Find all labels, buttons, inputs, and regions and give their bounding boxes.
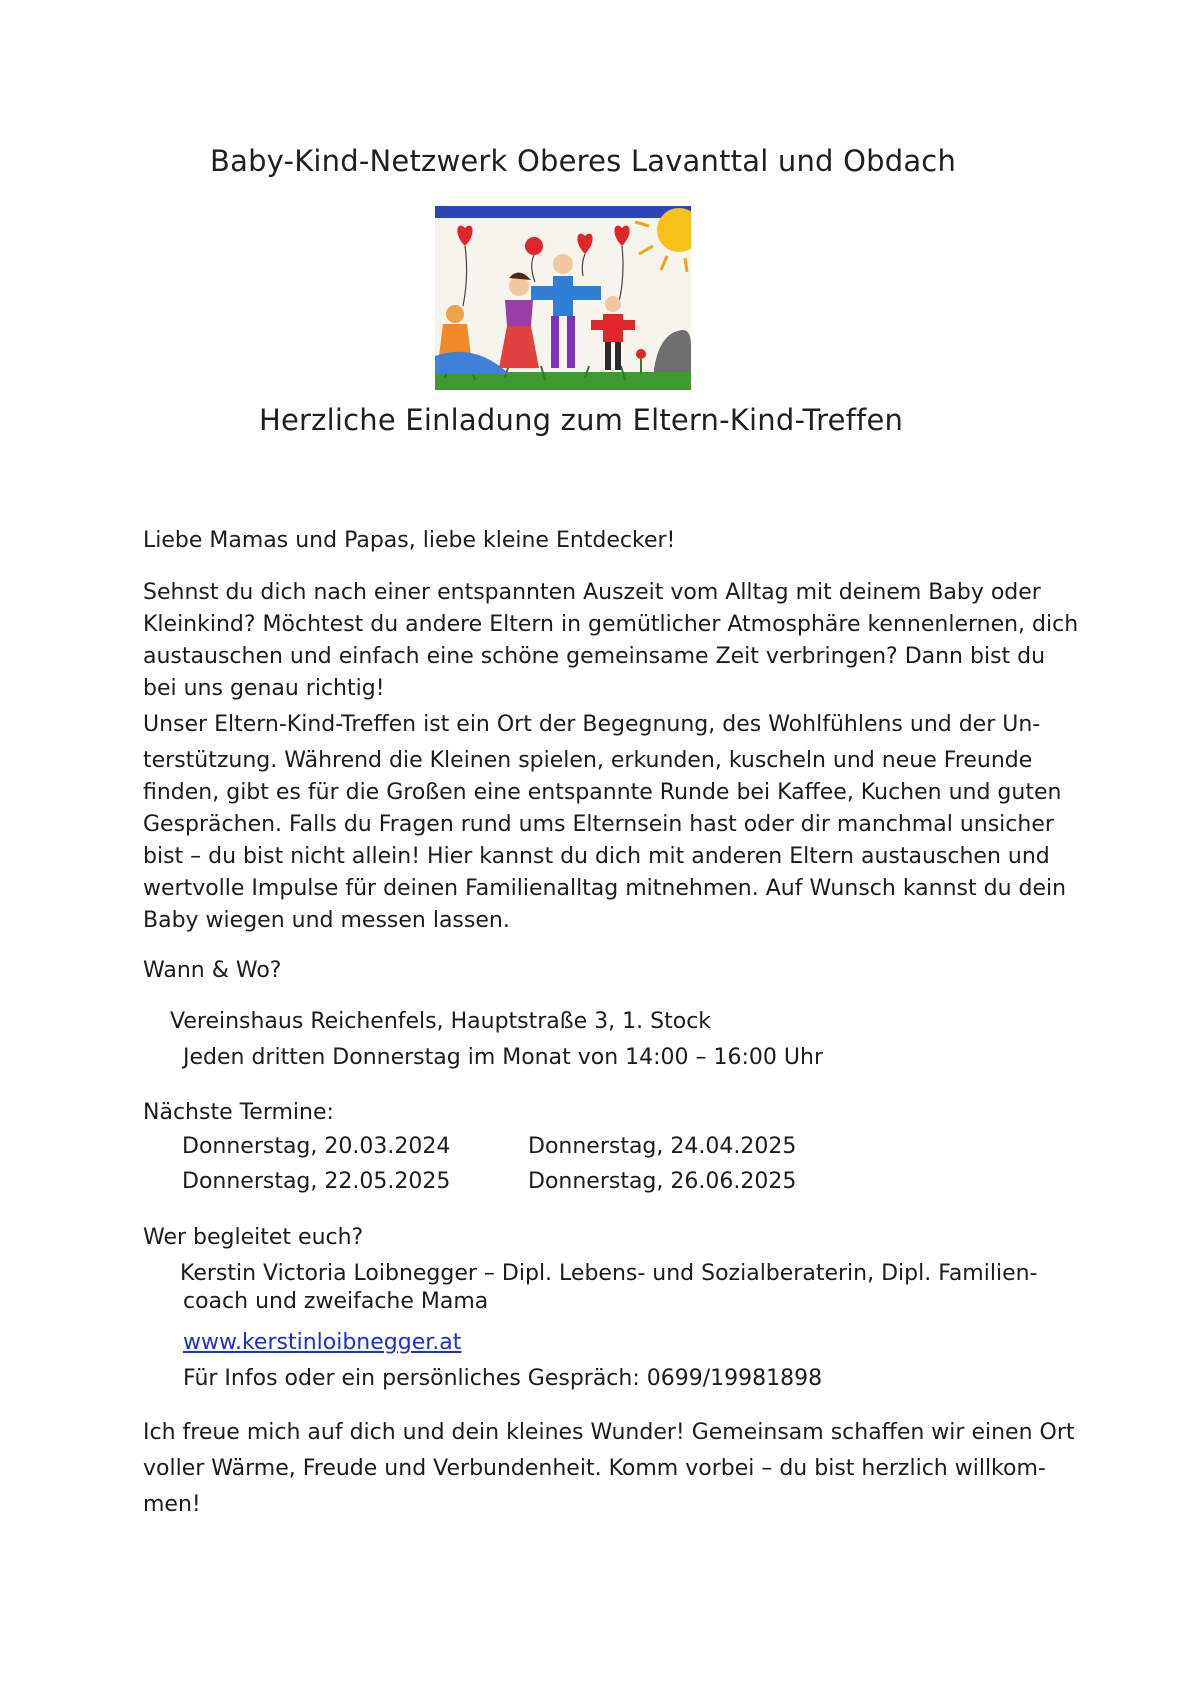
host-description-line: coach und zweifache Mama: [183, 1289, 489, 1314]
dates-heading: Nächste Termine:: [143, 1100, 334, 1125]
greeting: Liebe Mamas und Papas, liebe kleine Entdecker!: [143, 528, 676, 553]
network-title: Baby-Kind-Netzwerk Oberes Lavanttal und Obdach: [210, 144, 957, 178]
description-line: finden, gibt es für die Großen eine entspannte Runde bei Kaffee, Kuchen und guten: [143, 780, 1062, 805]
schedule: Jeden dritten Donnerstag im Monat von 14:00 – 16:00 Uhr: [183, 1045, 824, 1070]
intro-paragraph-line: austauschen und einfach eine schöne gemeinsame Zeit verbringen? Dann bist du: [143, 644, 1046, 669]
description-line: Unser Eltern-Kind-Treffen ist ein Ort der Begegnung, des Wohlfühlens und der Un-: [143, 712, 1041, 737]
location: Vereinshaus Reichenfels, Hauptstraße 3, 1. Stock: [170, 1009, 712, 1034]
contact-info: Für Infos oder ein persönliches Gespräch: 0699/19981898: [183, 1366, 823, 1391]
description-line: bist – du bist nicht allein! Hier kannst du dich mit anderen Eltern austauschen und: [143, 844, 1050, 869]
closing-line: men!: [143, 1492, 201, 1517]
description-line: Baby wiegen und messen lassen.: [143, 908, 510, 933]
date-item: Donnerstag, 22.05.2025: [182, 1169, 451, 1194]
closing-line: voller Wärme, Freude und Verbundenheit. Komm vorbei – du bist herzlich willkom-: [143, 1456, 1046, 1481]
date-item: Donnerstag, 20.03.2024: [182, 1134, 451, 1159]
intro-paragraph-line: bei uns genau richtig!: [143, 676, 385, 701]
description-line: Gesprächen. Falls du Fragen rund ums Elternsein hast oder dir manchmal unsicher: [143, 812, 1054, 837]
intro-paragraph-line: Sehnst du dich nach einer entspannten Auszeit vom Alltag mit deinem Baby oder: [143, 580, 1041, 605]
intro-paragraph-line: Kleinkind? Möchtest du andere Eltern in gemütlicher Atmosphäre kennenlernen, dich: [143, 612, 1079, 637]
date-item: Donnerstag, 24.04.2025: [528, 1134, 797, 1159]
when-where-heading: Wann & Wo?: [143, 958, 282, 983]
description-line: terstützung. Während die Kleinen spielen, erkunden, kuscheln und neue Freunde: [143, 748, 1033, 773]
host-description-line: Kerstin Victoria Loibnegger – Dipl. Lebens- und Sozialberaterin, Dipl. Familien-: [180, 1261, 1038, 1286]
child-drawing-image: [435, 206, 691, 390]
description-line: wertvolle Impulse für deinen Familienalltag mitnehmen. Auf Wunsch kannst du dein: [143, 876, 1067, 901]
closing-line: Ich freue mich auf dich und dein kleines Wunder! Gemeinsam schaffen wir einen Ort: [143, 1420, 1075, 1445]
invitation-title: Herzliche Einladung zum Eltern-Kind-Treffen: [259, 403, 904, 437]
host-heading: Wer begleitet euch?: [143, 1225, 364, 1250]
website-link[interactable]: www.kerstinloibnegger.at: [183, 1330, 462, 1355]
date-item: Donnerstag, 26.06.2025: [528, 1169, 797, 1194]
